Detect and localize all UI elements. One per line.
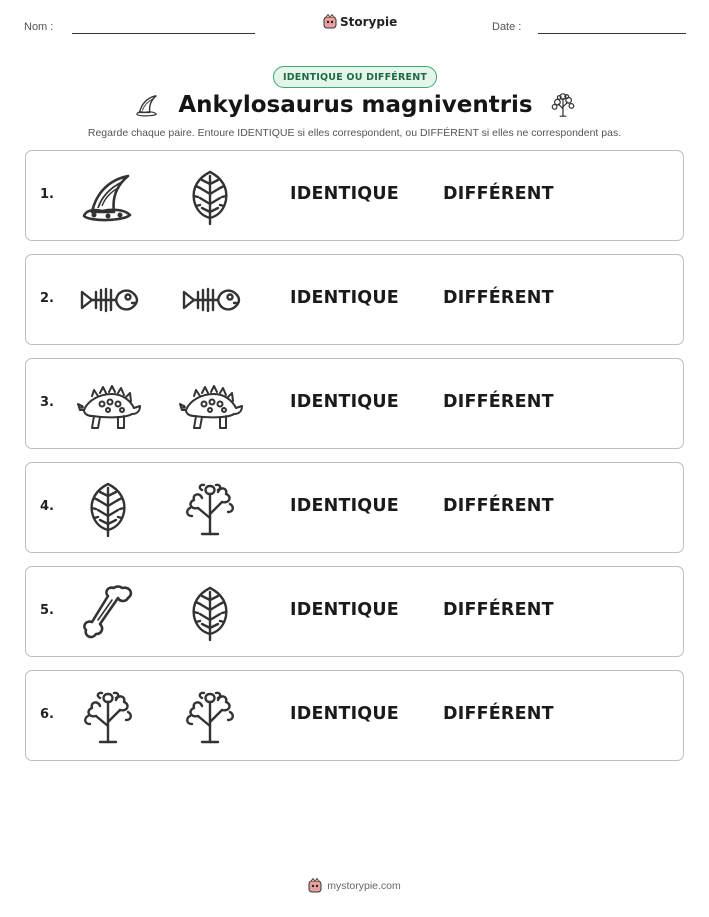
title-row <box>0 90 709 120</box>
option-identique[interactable]: IDENTIQUE <box>290 496 399 516</box>
date-line[interactable] <box>538 33 686 34</box>
question-number: 1. <box>40 187 54 202</box>
option-different[interactable]: DIFFÉRENT <box>443 704 554 724</box>
ankylosaurus-icon <box>78 376 138 432</box>
leaf-icon <box>180 168 240 224</box>
name-label: Nom : <box>24 21 54 33</box>
storypie-mascot-icon <box>308 878 322 893</box>
option-identique[interactable]: IDENTIQUE <box>290 184 399 204</box>
question-number: 5. <box>40 603 54 618</box>
question-number: 4. <box>40 499 54 514</box>
fish-skeleton-icon <box>78 272 138 328</box>
leaf-icon <box>78 480 138 536</box>
option-identique[interactable]: IDENTIQUE <box>290 704 399 724</box>
tree-icon <box>180 480 240 536</box>
option-different[interactable]: DIFFÉRENT <box>443 600 554 620</box>
fish-skeleton-icon <box>180 272 240 328</box>
leaf-icon <box>180 584 240 640</box>
option-different[interactable]: DIFFÉRENT <box>443 496 554 516</box>
storypie-mascot-icon <box>323 14 337 29</box>
worksheet-type-badge: IDENTIQUE OU DIFFÉRENT <box>273 66 437 88</box>
option-identique[interactable]: IDENTIQUE <box>290 392 399 412</box>
bone-icon <box>78 584 138 640</box>
option-different[interactable]: DIFFÉRENT <box>443 288 554 308</box>
question-row-3 <box>25 358 684 449</box>
brand-name: Storypie <box>340 14 398 29</box>
brand-logo <box>323 14 397 29</box>
tree-icon <box>78 688 138 744</box>
question-number: 6. <box>40 707 54 722</box>
footer-url[interactable]: mystorypie.com <box>327 879 401 892</box>
page-title: Ankylosaurus magniventris <box>178 92 533 118</box>
question-number: 3. <box>40 395 54 410</box>
dinosaur-claw-icon <box>132 92 162 118</box>
option-different[interactable]: DIFFÉRENT <box>443 184 554 204</box>
option-different[interactable]: DIFFÉRENT <box>443 392 554 412</box>
name-line[interactable] <box>72 33 255 34</box>
footer <box>0 878 709 893</box>
question-row-2 <box>25 254 684 345</box>
question-row-4 <box>25 462 684 553</box>
question-row-1 <box>25 150 684 241</box>
option-identique[interactable]: IDENTIQUE <box>290 600 399 620</box>
dinosaur-claw-icon <box>78 168 138 224</box>
tree-icon <box>180 688 240 744</box>
instructions: Regarde chaque paire. Entoure IDENTIQUE si elles correspondent, ou DIFFÉRENT si elles ne correspondent pas. <box>87 127 622 139</box>
ankylosaurus-icon <box>180 376 240 432</box>
tree-icon <box>549 90 577 120</box>
date-label: Date : <box>492 21 522 33</box>
question-row-5 <box>25 566 684 657</box>
question-row-6 <box>25 670 684 761</box>
option-identique[interactable]: IDENTIQUE <box>290 288 399 308</box>
question-number: 2. <box>40 291 54 306</box>
